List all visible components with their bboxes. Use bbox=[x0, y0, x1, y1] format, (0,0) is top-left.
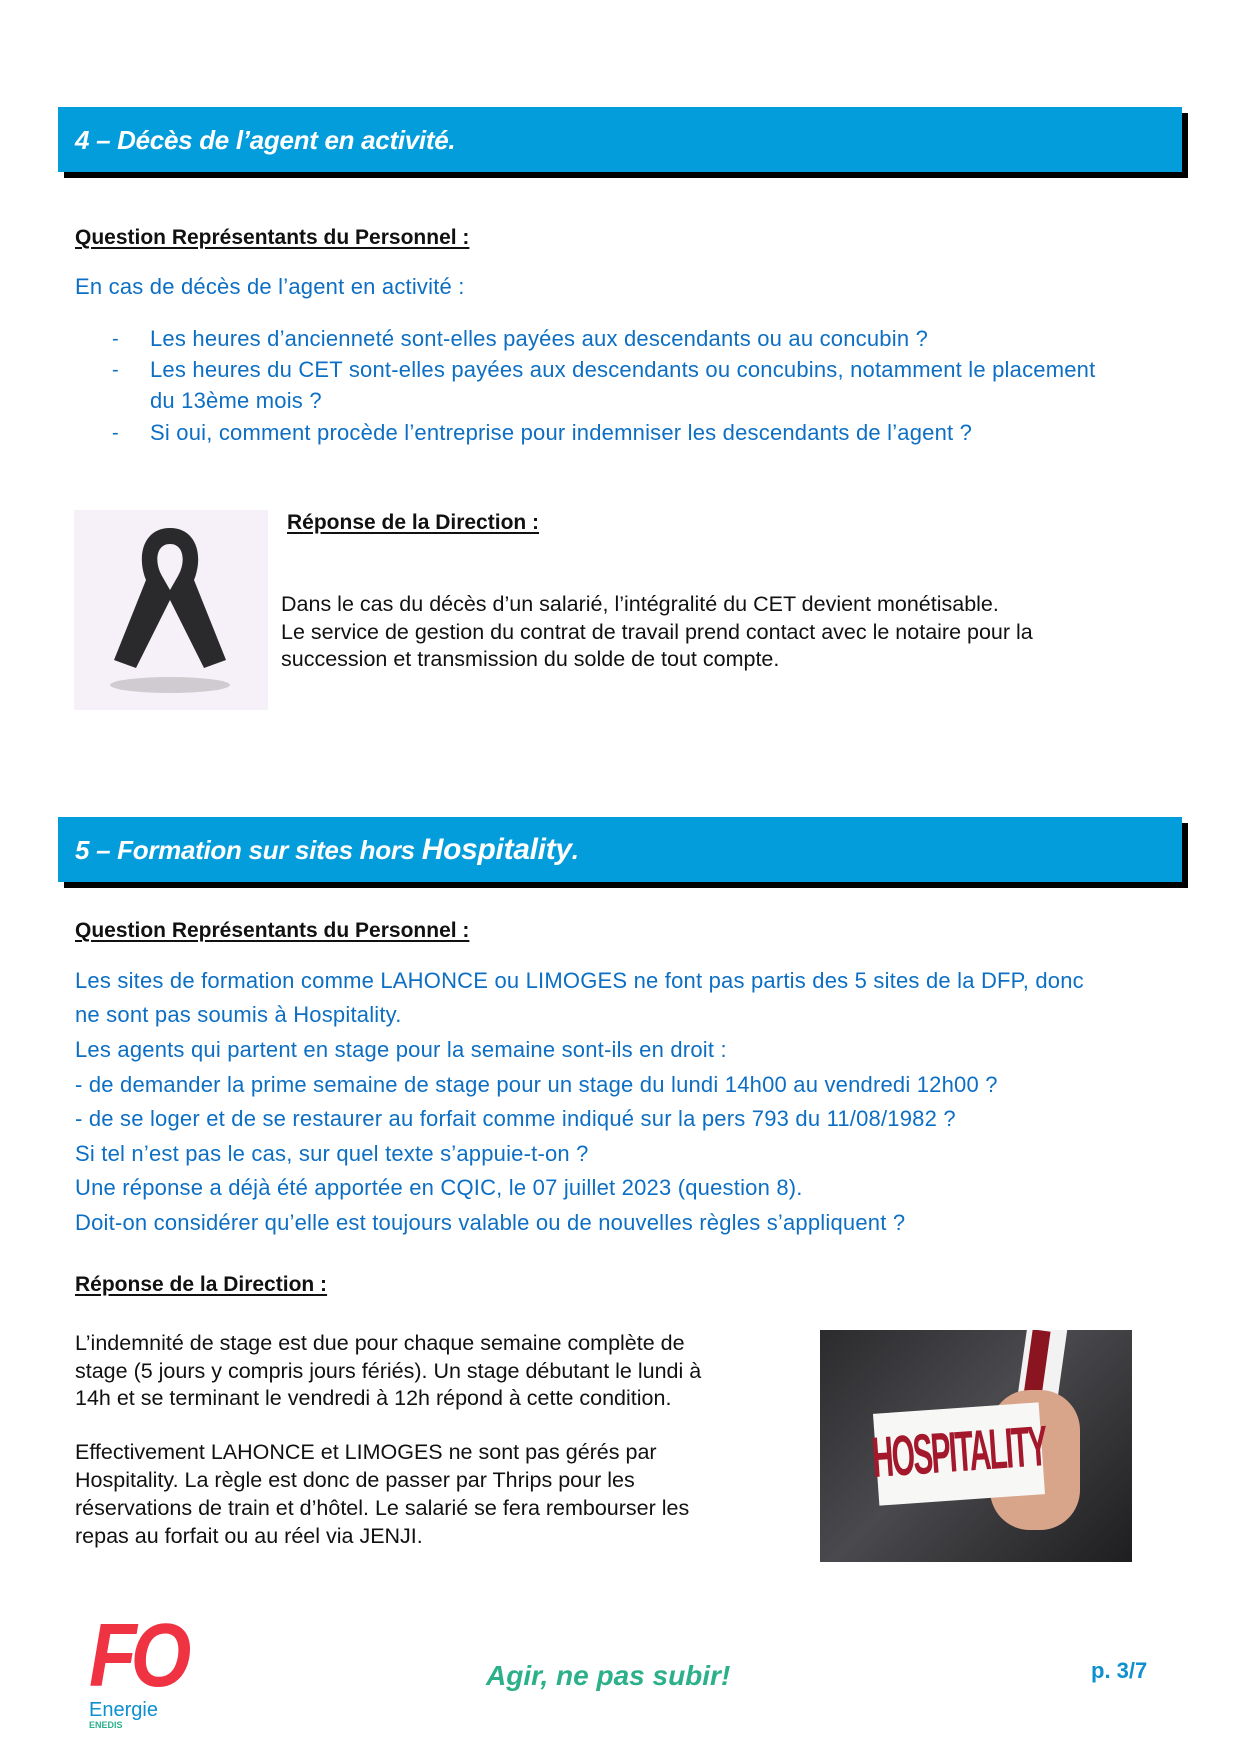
response-line: succession et transmission du solde de tout compte. bbox=[281, 647, 780, 671]
question-line: - de se loger et de se restaurer au forfait comme indiqué sur la pers 793 du 11/08/1982 ? bbox=[75, 1106, 956, 1131]
ribbon-icon bbox=[74, 510, 268, 710]
response-heading: Réponse de la Direction : bbox=[287, 511, 540, 534]
question-line: Doit-on considérer qu’elle est toujours valable ou de nouvelles règles s’appliquent ? bbox=[75, 1210, 906, 1235]
response-heading: Réponse de la Direction : bbox=[75, 1273, 328, 1296]
title-text: 5 – Formation sur sites hors bbox=[75, 835, 422, 865]
question-heading: Question Représentants du Personnel : bbox=[75, 226, 470, 249]
question-line: Une réponse a déjà été apportée en CQIC, le 07 juillet 2023 (question 8). bbox=[75, 1175, 803, 1200]
bullet-dash: - bbox=[112, 422, 119, 444]
hospitality-image bbox=[820, 1330, 1132, 1562]
question-line: ne sont pas soumis à Hospitality. bbox=[75, 1002, 402, 1027]
question-bullet: Les heures du CET sont-elles payées aux descendants ou concubins, notamment le placement bbox=[150, 357, 1096, 382]
response-line: Effectivement LAHONCE et LIMOGES ne sont pas gérés par bbox=[75, 1440, 657, 1464]
question-bullet-cont: du 13ème mois ? bbox=[150, 388, 322, 413]
logo-energie: Energie bbox=[89, 1699, 158, 1721]
response-line: Dans le cas du décès d’un salarié, l’intégralité du CET devient monétisable. bbox=[281, 592, 999, 616]
question-line: Si tel n’est pas le cas, sur quel texte s’appuie-t-on ? bbox=[75, 1141, 589, 1166]
section-4-header bbox=[58, 107, 1182, 172]
title-emphasis: Hospitality bbox=[421, 833, 572, 866]
response-line: 14h et se terminant le vendredi à 12h répond à cette condition. bbox=[75, 1386, 672, 1410]
response-line: Hospitality. La règle est donc de passer par Thrips pour les bbox=[75, 1468, 635, 1492]
question-bullet: Si oui, comment procède l’entreprise pour indemniser les descendants de l’agent ? bbox=[150, 420, 973, 445]
response-line: réservations de train et d’hôtel. Le salarié se fera rembourser les bbox=[75, 1496, 690, 1520]
question-line: - de demander la prime semaine de stage pour un stage du lundi 14h00 au vendredi 12h00 ? bbox=[75, 1072, 998, 1097]
question-bullet: Les heures d’ancienneté sont-elles payées aux descendants ou au concubin ? bbox=[150, 326, 928, 351]
response-line: repas au forfait ou au réel via JENJI. bbox=[75, 1524, 423, 1548]
slogan: Agir, ne pas subir! bbox=[486, 1660, 731, 1691]
question-intro: En cas de décès de l’agent en activité : bbox=[75, 274, 465, 299]
title-suffix: . bbox=[571, 835, 579, 865]
section-4-title: 4 – Décès de l’agent en activité. bbox=[75, 125, 456, 155]
section-5-header bbox=[58, 817, 1182, 882]
logo-enedis: ENEDIS bbox=[89, 1720, 123, 1730]
question-heading: Question Représentants du Personnel : bbox=[75, 919, 470, 942]
logo-fo: FO bbox=[89, 1604, 186, 1706]
question-line: Les sites de formation comme LAHONCE ou LIMOGES ne font pas partis des 5 sites de la DFP, donc bbox=[75, 968, 1084, 993]
page-number: p. 3/7 bbox=[1091, 1658, 1148, 1683]
response-line: Le service de gestion du contrat de travail prend contact avec le notaire pour la bbox=[281, 620, 1033, 644]
mourning-ribbon-image bbox=[74, 510, 268, 710]
response-line: L’indemnité de stage est due pour chaque semaine complète de bbox=[75, 1331, 685, 1355]
question-line: Les agents qui partent en stage pour la semaine sont-ils en droit : bbox=[75, 1037, 727, 1062]
response-line: stage (5 jours y compris jours fériés). Un stage débutant le lundi à bbox=[75, 1359, 702, 1383]
bullet-dash: - bbox=[112, 328, 119, 350]
hospitality-card-text: HOSPITALITY bbox=[869, 1415, 1048, 1491]
fo-energie-logo bbox=[89, 1604, 186, 1730]
bullet-dash: - bbox=[112, 359, 119, 381]
section-5-title bbox=[75, 833, 579, 867]
